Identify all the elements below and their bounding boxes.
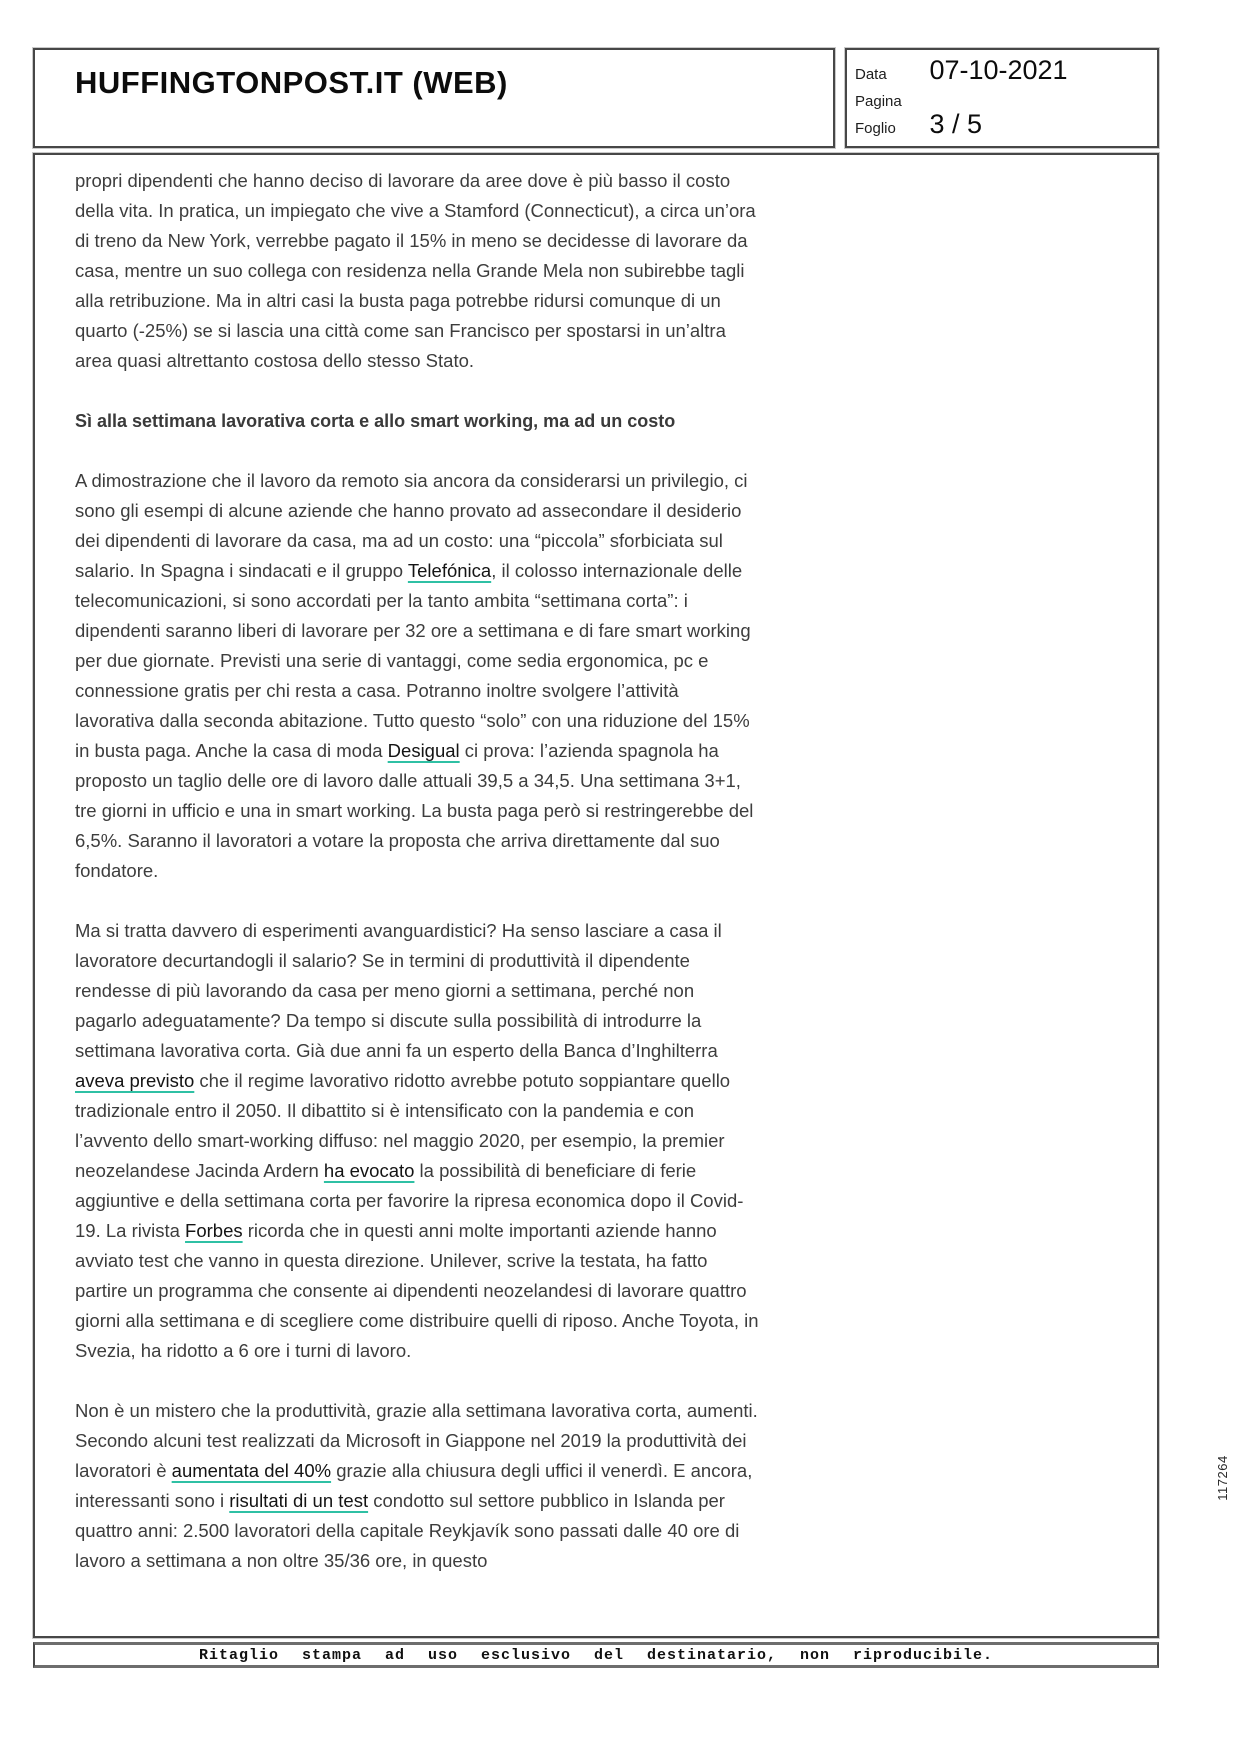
article-box	[33, 153, 1159, 1638]
data-label: Data	[855, 66, 887, 83]
inline-link[interactable]: aumentata del 40%	[171, 1460, 332, 1481]
meta-box	[845, 48, 1159, 148]
article-paragraph: Non è un mistero che la produttività, grazie alla settimana lavorativa corta, aumenti. Secondo alcuni test realizzati da Microsoft in Giappone nel 2019 la produttività dei lavoratori è aumentata del 40% grazie alla chiusura degli uffici il venerdì. E ancora, interessanti sono i risultati di un test condotto sul settore pubblico in Islanda per quattro anni: 2.500 lavoratori della capitale Reykjavík sono passati dalle 40 ore di lavoro a settimana a non oltre 35/36 ore, in questo	[75, 1400, 758, 1571]
meta-row-pagina	[855, 84, 1157, 111]
footer-bar	[33, 1642, 1159, 1668]
source-box	[33, 48, 835, 148]
meta-row-data	[855, 57, 1157, 84]
inline-link[interactable]: Telefónica	[407, 560, 492, 581]
article-paragraph: A dimostrazione che il lavoro da remoto sia ancora da considerarsi un privilegio, ci sono gli esempi di alcune aziende che hanno provato ad assecondare il desiderio dei dipendenti di lavorare da casa, ma ad un costo: una “piccola” sforbiciata sul salario. In Spagna i sindacati e il gruppo Telefónica, il colosso internazionale delle telecomunicazioni, si sono accordati per la tanto ambita “settimana corta”: i dipendenti saranno liberi di lavorare per 32 ore a settimana e di fare smart working per due giornate. Previsti una serie di vantaggi, come sedia ergonomica, pc e connessione gratis per chi resta a casa. Potranno inoltre svolgere l’attività lavorativa dalla seconda abitazione. Tutto questo “solo” con una riduzione del 15% in busta paga. Anche la casa di moda Desigual ci prova: l’azienda spagnola ha proposto un taglio delle ore di lavoro dalle attuali 39,5 a 34,5. Una settimana 3+1, tre giorni in ufficio e una in smart working. La busta paga però si restringerebbe del 6,5%. Saranno il lavoratori a votare la proposta che arriva direttamente dal suo fondatore.	[75, 470, 754, 881]
article-paragraph: Ma si tratta davvero di esperimenti avanguardistici? Ha senso lasciare a casa il lavoratore decurtandogli il salario? Se in termini di produttività il dipendente rendesse di più lavorando da casa per meno giorni a settimana, perché non pagarlo adeguatamente? Da tempo si discute sulla possibilità di introdurre la settimana lavorativa corta. Già due anni fa un esperto della Banca d’Inghilterra aveva previsto che il regime lavorativo ridotto avrebbe potuto soppiantare quello tradizionale entro il 2050. Il dibattito si è intensificato con la pandemia e con l’avvento dello smart-working diffuso: nel maggio 2020, per esempio, la premier neozelandese Jacinda Ardern ha evocato la possibilità di beneficiare di ferie aggiuntive e della settimana corta per favorire la ripresa economica dopo il Covid-19. La rivista Forbes ricorda che in questi anni molte importanti aziende hanno avviato test che vanno in questa direzione. Unilever, scrive la testata, ha fatto partire un programma che consente ai dipendenti neozelandesi di lavorare quattro giorni alla settimana e di scegliere come distribuire quelli di riposo. Anche Toyota, in Svezia, ha ridotto a 6 ore i turni di lavoro.	[75, 920, 759, 1361]
inline-link[interactable]: Desigual	[387, 740, 460, 761]
inline-link[interactable]: risultati di un test	[229, 1490, 369, 1511]
source-title: HUFFINGTONPOST.IT (WEB)	[75, 65, 508, 100]
footer-notice: Ritaglio stampa ad uso esclusivo del destinatario, non riproducibile.	[198, 1646, 994, 1664]
inline-link[interactable]: Forbes	[185, 1220, 243, 1241]
data-value: 07-10-2021	[929, 55, 1068, 85]
foglio-value: 3 / 5	[929, 109, 982, 139]
article-column	[35, 155, 759, 1576]
inline-link[interactable]: aveva previsto	[75, 1070, 195, 1091]
pagina-label: Pagina	[855, 93, 902, 110]
article-paragraph: propri dipendenti che hanno deciso di lavorare da aree dove è più basso il costo della vita. In pratica, un impiegato che vive a Stamford (Connecticut), a circa un’ora di treno da New York, verrebbe pagato il 15% in meno se decidesse di lavorare da casa, mentre un suo collega con residenza nella Grande Mela non subirebbe tagli alla retribuzione. Ma in altri casi la busta paga potrebbe ridursi comunque di un quarto (-25%) se si lascia una città come san Francisco per spostarsi in un’altra area quasi altrettanto costosa dello stesso Stato.	[75, 170, 756, 371]
foglio-label: Foglio	[855, 120, 896, 137]
clipping-code: 117264	[1215, 1455, 1230, 1501]
meta-row-foglio	[855, 111, 1157, 138]
inline-link[interactable]: ha evocato	[323, 1160, 415, 1181]
article-subhead: Sì alla settimana lavorativa corta e allo smart working, ma ad un costo	[75, 411, 676, 431]
